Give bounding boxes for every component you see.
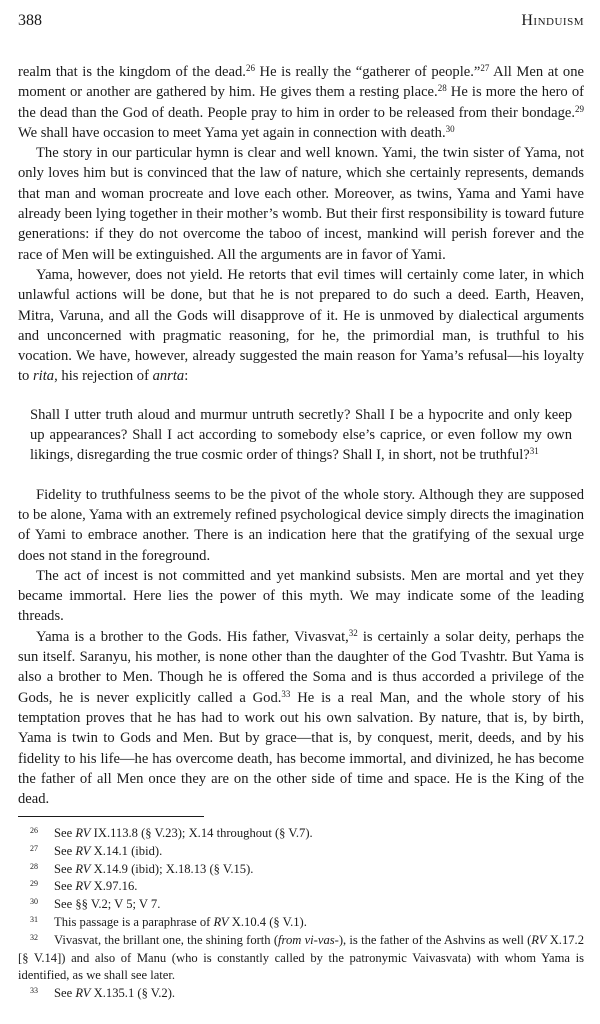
paragraph [18, 627, 584, 810]
italic-text: from vi-vas- [278, 932, 339, 947]
main-text [18, 62, 584, 809]
text-run: X.135.1 (§ V.2). [90, 986, 176, 1001]
footnote-number-text: 32 [30, 932, 38, 942]
italic-text: anrta [152, 368, 185, 385]
footnote [18, 985, 584, 1003]
footnote-number [30, 825, 54, 843]
italic-text: rita [33, 368, 55, 385]
footnote-number-text: 28 [30, 861, 38, 871]
text-run: This passage is a paraphrase of [54, 914, 214, 929]
footnote [18, 878, 584, 896]
footnote [18, 914, 584, 932]
text-run: We shall have occasion to meet Yama yet again in connection with death. [18, 124, 446, 141]
footnote-number-text: 31 [30, 914, 38, 924]
italic-text: RV [531, 932, 547, 947]
footnote-number [30, 843, 54, 861]
text-run: realm that is the kingdom of the dead. [18, 64, 246, 80]
text-run: X.10.4 (§ V.1). [228, 914, 307, 929]
text-run: Shall I utter truth aloud and murmur untruth secretly? Shall I be a hypocrite and only keep up appearances? Shall I act according to somebody else’s caprice, or even follow my own likings, disregarding the true cosmic order of things? Shall I, in short, not be truthful? [30, 406, 572, 464]
text-run: See [54, 879, 76, 894]
footnote-number-text: 33 [30, 986, 38, 996]
paragraph [18, 143, 584, 265]
footnote-ref: 30 [445, 123, 455, 134]
text-run: ), is the father of the Ashvins as well ( [338, 932, 532, 947]
text-run: X.97.16. [90, 879, 138, 894]
footnote-ref: 29 [575, 103, 584, 114]
text-run: All Men at one moment or another are gathered by him. He gives them a resting place. [18, 64, 584, 101]
footnote-ref: 26 [245, 63, 255, 73]
text-run: He is a real Man, and the whole story of his temptation proves that he has had to work out his own salvation. By nature, that is, by birth, Yama is twin to Gods and Men. But by grace—that is, by conquest, merit, deeds, and by his fidelity to his life—he has overcome death, has become immortal, and divinized, he has become the father of all Men once they are on the other side of time and space. He is the King of the dead. [18, 689, 584, 808]
footnote-ref: 33 [281, 688, 291, 699]
text-run: Vivasvat, the brillant one, the shining forth ( [54, 932, 279, 947]
text-run: Fidelity to truthfulness seems to be the pivot of the whole story. Although they are supposed to be alone, Yama with an extremely refined psychological device simply directs the imagination of Yami to embrace another. There is an indication here that the gratifying of the sexual urge does not stand in the foreground. [18, 486, 584, 564]
footnote-ref: 32 [348, 627, 358, 638]
text-run: X.14.9 (ibid); X.18.13 (§ V.15). [90, 861, 254, 876]
footnote-divider [18, 816, 204, 817]
text-run: The story in our particular hymn is clear and well known. Yami, the twin sister of Yama, not only loves him but is convinced that the law of nature, which she certainly represents, demands that man and woman procreate and love each other. Moreover, as twins, Yama and Yami have already been lying together in their mother’s womb. But their first responsibility is toward future generations: if they do not overcome the taboo of incest, mankind will perish forever and the race of Men will be extinguished. All the arguments are in favor of Yami. [18, 145, 584, 263]
footnote-number [30, 861, 54, 879]
text-run: See [54, 826, 76, 840]
footnote-number [30, 914, 54, 932]
italic-text: RV [75, 861, 91, 876]
footnote-number [30, 878, 54, 896]
text-run: Yama is a brother to the Gods. His father, Vivasvat, [36, 628, 349, 645]
footnote [18, 825, 584, 843]
footnote [18, 932, 584, 985]
text-run: See §§ V.2; V 5; V 7. [54, 897, 161, 912]
footnote-ref: 28 [437, 83, 447, 94]
paragraph [18, 62, 584, 143]
block-quote [30, 405, 572, 466]
page-header [18, 12, 584, 38]
footnotes [18, 825, 584, 1003]
italic-text: RV [213, 914, 229, 929]
page-number: 388 [18, 12, 42, 29]
text-run: See [54, 861, 76, 876]
italic-text: RV [75, 879, 91, 894]
footnote-ref: 31 [529, 446, 539, 457]
text-run: He is really the “gatherer of people.” [254, 64, 481, 80]
text-run: See [54, 986, 76, 1001]
footnote-number-text: 29 [30, 879, 38, 889]
paragraph [18, 485, 584, 566]
footnote-number [30, 932, 54, 950]
text-run: X.17.2 [§ V.14]) and also of Manu (who is constantly called by the patronymic Vaivasvata) with whom Yama is identified, as we shall see later. [18, 932, 584, 983]
text-run: is certainly a solar deity, perhaps the sun itself. Saranyu, his mother, is none other than the daughter of the God Tvashtr. But Yama is also a brother to Men. Though he is offered the Soma and is thus accorded a privilege of the Gods, he is never explicitly called a God. [18, 628, 585, 706]
paragraph [18, 265, 584, 387]
footnote-number-text: 27 [30, 843, 38, 853]
footnote-number-text: 30 [30, 897, 38, 907]
running-head: Hinduism [521, 12, 584, 29]
text-run: He is more the hero of the dead than the God of death. People pray to him in order to be released from their bondage. [18, 84, 584, 121]
text-run: IX.113.8 (§ V.23); X.14 throughout (§ V.7). [90, 826, 313, 840]
italic-text: RV [75, 986, 91, 1001]
text-run: , his rejection of [54, 368, 153, 385]
footnote [18, 843, 584, 861]
italic-text: RV [75, 843, 91, 858]
text-run: : [184, 368, 189, 385]
text-run: X.14.1 (ibid). [90, 843, 163, 858]
text-run: Yama, however, does not yield. He retorts that evil times will certainly come later, in which unlawful actions will be done, but that he is not prepared to do such a deed. Earth, Heaven, Mitra, Varuna, and all the Gods will disapprove of it. He is unmoved by dialectical arguments and unconcerned with pragmatic reasoning, for he, the primordial man, is truthful to his vocation. We have, however, already suggested the main reason for Yama’s refusal—his loyalty to [18, 266, 584, 385]
footnote-number [30, 985, 54, 1003]
footnote-number [30, 896, 54, 914]
paragraph [18, 566, 584, 627]
text-run: The act of incest is not committed and yet mankind subsists. Men are mortal and yet they became immortal. Here lies the power of this myth. We may indicate some of the leading threads. [18, 567, 584, 625]
footnote [18, 896, 584, 914]
footnote-ref: 27 [480, 63, 490, 73]
footnote-number-text: 26 [30, 826, 38, 835]
italic-text: RV [75, 826, 91, 840]
text-run: See [54, 843, 76, 858]
footnote [18, 861, 584, 879]
